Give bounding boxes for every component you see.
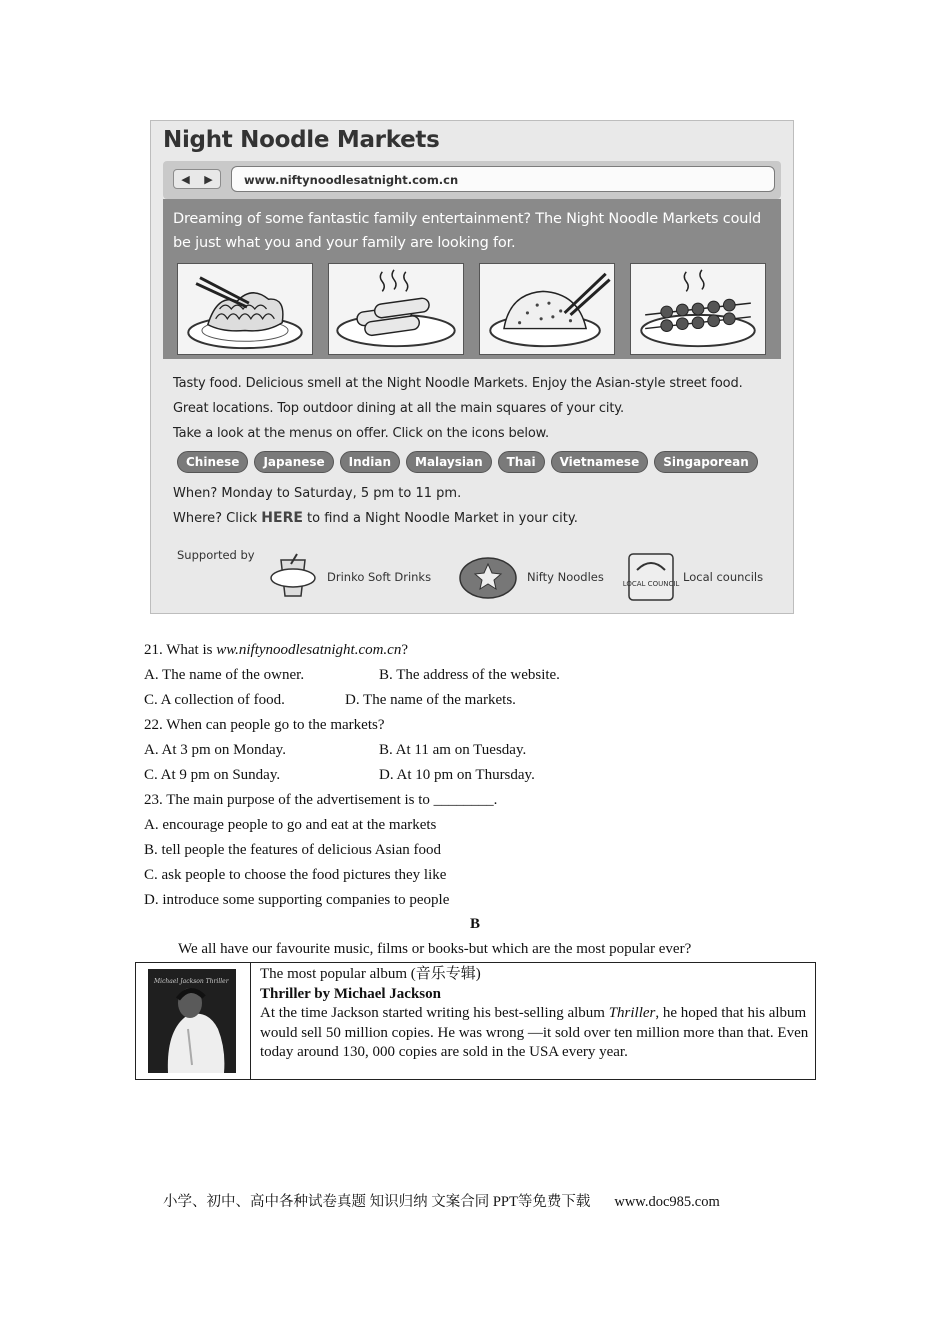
option-c: C. At 9 pm on Sunday. — [144, 767, 281, 783]
question-21 — [144, 638, 408, 663]
ad-details — [173, 481, 773, 531]
cuisine-button-chinese[interactable]: Chinese — [177, 451, 248, 473]
album-cover-text: Michael Jackson Thriller — [154, 978, 229, 985]
option-b: B. tell people the features of delicious Asian food — [144, 842, 442, 858]
sponsor-drinko — [267, 551, 431, 603]
spring-rolls-image[interactable] — [328, 263, 464, 355]
ad-title: Night Noodle Markets — [163, 127, 440, 153]
question-text: 21. What is — [144, 642, 217, 658]
option-a: A. The name of the owner. — [144, 667, 305, 683]
local-council-logo-icon — [622, 552, 680, 602]
option-b: B. The address of the website. — [379, 667, 560, 683]
cuisine-button-japanese[interactable]: Japanese — [254, 451, 333, 473]
section-heading: B — [469, 916, 480, 932]
nav-buttons[interactable] — [173, 169, 221, 189]
sponsor-nifty-noodles — [457, 551, 604, 603]
forward-arrow-icon[interactable]: ▶ — [204, 172, 213, 186]
question-url: ww.niftynoodlesatnight.com.cn — [216, 642, 402, 658]
ad-line: Great locations. Top outdoor dining at all the main squares of your city. — [173, 401, 624, 416]
question-text: ? — [401, 642, 409, 658]
address-bar[interactable]: www.niftynoodlesatnight.com.cn — [231, 166, 775, 192]
cuisine-button-thai[interactable]: Thai — [498, 451, 545, 473]
here-link[interactable]: HERE — [261, 510, 303, 526]
where-prefix: Where? Click — [173, 511, 262, 526]
sponsor-name: Nifty Noodles — [527, 570, 604, 584]
sponsor-local-councils — [622, 551, 764, 603]
banner-line: be just what you and your family are looking for. — [173, 235, 516, 251]
option-d: D. At 10 pm on Thursday. — [379, 767, 535, 783]
cuisine-button-vietnamese[interactable]: Vietnamese — [551, 451, 649, 473]
skewers-image[interactable] — [630, 263, 766, 355]
banner-text — [173, 207, 777, 255]
rice-image[interactable] — [479, 263, 615, 355]
ad-line: Take a look at the menus on offer. Click on the icons below. — [173, 426, 549, 441]
page-footer — [163, 1190, 720, 1211]
noodles-image[interactable] — [177, 263, 313, 355]
body-text: , he hoped that his album would sell 50 million copies. He was wrong —it sold over ten million more than that. Even today around 130, 000 copies are sold in the USA every year. — [260, 1005, 809, 1060]
option-a: A. encourage people to go and eat at the markets — [144, 817, 437, 833]
cuisine-menu — [177, 451, 758, 473]
row-body — [260, 1004, 810, 1063]
banner-line: Dreaming of some fantastic family entertainment? The Night Noodle Markets could — [173, 211, 762, 227]
council-logo-text: LOCAL COUNCIL — [622, 580, 680, 588]
section-intro: We all have our favourite music, films or books-but which are the most popular ever? — [178, 941, 692, 957]
album-table — [135, 962, 816, 1080]
cuisine-button-indian[interactable]: Indian — [340, 451, 400, 473]
sponsor-name: Drinko Soft Drinks — [327, 570, 432, 584]
supported-by-label: Supported by — [177, 548, 255, 562]
cuisine-button-malaysian[interactable]: Malaysian — [406, 451, 492, 473]
option-c: C. ask people to choose the food pictures they like — [144, 867, 447, 883]
drinko-logo-icon — [267, 552, 319, 602]
album-cover-image — [148, 969, 236, 1073]
ad-description — [173, 371, 773, 446]
footer-site-link[interactable]: www.doc985.com — [614, 1194, 720, 1210]
ad-line: Tasty food. Delicious smell at the Night Noodle Markets. Enjoy the Asian-style street food. — [173, 376, 743, 391]
album-title: Thriller — [608, 1005, 656, 1021]
option-b: B. At 11 am on Tuesday. — [379, 742, 527, 758]
option-a: A. At 3 pm on Monday. — [144, 742, 286, 758]
footer-text: 小学、初中、高中各种试卷真题 知识归纳 文案合同 PPT等免费下载 — [163, 1194, 591, 1210]
night-noodle-ad — [150, 120, 794, 614]
row-heading: The most popular album (音乐专辑) — [260, 966, 481, 982]
question-22: 22. When can people go to the markets? — [144, 717, 385, 733]
album-image-cell — [136, 963, 251, 1079]
album-description — [260, 965, 810, 1063]
option-d: D. introduce some supporting companies to people — [144, 892, 450, 908]
cuisine-button-singaporean[interactable]: Singaporean — [654, 451, 758, 473]
option-c: C. A collection of food. — [144, 692, 285, 708]
row-subheading: Thriller by Michael Jackson — [260, 985, 441, 1002]
when-text: When? Monday to Saturday, 5 pm to 11 pm. — [173, 486, 462, 501]
back-arrow-icon[interactable]: ◀ — [181, 172, 190, 186]
nifty-noodles-logo-icon — [457, 552, 519, 602]
option-d: D. The name of the markets. — [345, 692, 516, 708]
question-23: 23. The main purpose of the advertisement is to ________. — [144, 792, 498, 808]
ad-banner — [163, 199, 781, 359]
where-suffix: to find a Night Noodle Market in your city. — [302, 511, 578, 526]
body-text: At the time Jackson started writing his best-selling album — [260, 1005, 609, 1021]
sponsor-name: Local councils — [683, 570, 764, 584]
where-text — [173, 506, 773, 531]
browser-bar — [163, 161, 781, 199]
